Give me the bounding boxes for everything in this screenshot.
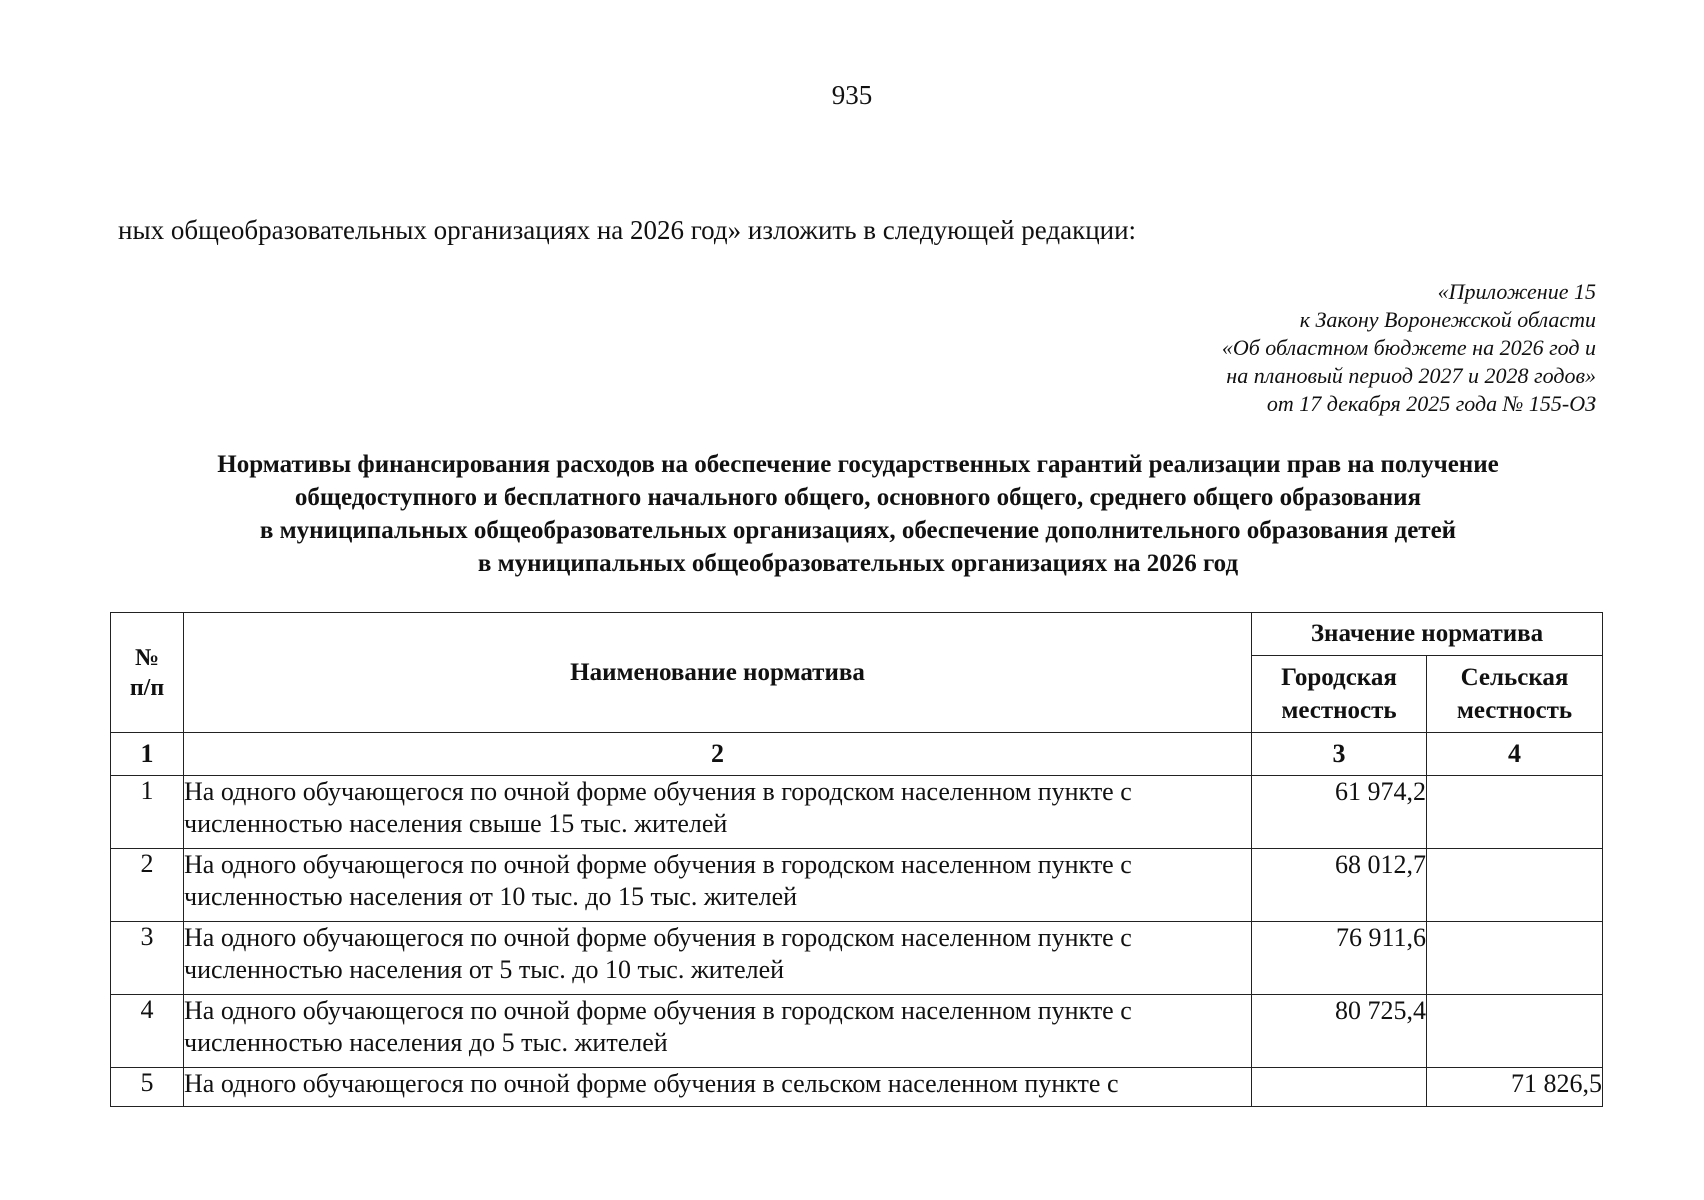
row-name-line: На одного обучающегося по очной форме обучения в городском населенном пункте с: [184, 850, 1132, 879]
row-number: 3: [111, 922, 184, 995]
row-name: [184, 995, 1252, 1068]
column-index: 2: [184, 733, 1252, 776]
appendix-line: на плановый период 2027 и 2028 годов»: [1226, 363, 1596, 388]
row-rural-value: [1427, 849, 1603, 922]
row-name-line: На одного обучающегося по очной форме обучения в городском населенном пункте с: [184, 996, 1132, 1025]
column-index-row: [111, 733, 1603, 776]
row-number: 1: [111, 776, 184, 849]
header-row: [111, 613, 1603, 656]
column-index: 3: [1252, 733, 1427, 776]
appendix-line: к Закону Воронежской области: [1299, 307, 1596, 332]
norms-table: [110, 612, 1603, 1107]
row-rural-value: 71 826,5: [1427, 1068, 1603, 1107]
row-number: 5: [111, 1068, 184, 1107]
row-rural-value: [1427, 922, 1603, 995]
table-row: [111, 776, 1603, 849]
row-rural-value: [1427, 776, 1603, 849]
header-city: [1252, 656, 1427, 733]
title-line: в муниципальных общеобразовательных организациях на 2026 год: [477, 550, 1239, 577]
row-rural-value: [1427, 995, 1603, 1068]
column-index: 1: [111, 733, 184, 776]
row-city-value: [1252, 1068, 1427, 1107]
header-city-line: Городская: [1281, 664, 1397, 691]
table-row: [111, 922, 1603, 995]
row-name-line: На одного обучающегося по очной форме обучения в сельском населенном пункте с: [184, 1069, 1119, 1098]
header-value-group: Значение норматива: [1252, 613, 1603, 656]
title-line: общедоступного и бесплатного начального общего, основного общего, среднего общего образования: [294, 484, 1422, 511]
intro-text: ных общеобразовательных организациях на 2026 год» изложить в следующей редакции:: [118, 215, 1137, 245]
row-name-line: На одного обучающегося по очной форме обучения в городском населенном пункте с: [184, 777, 1132, 806]
row-name-line: численностью населения от 10 тыс. до 15 тыс. жителей: [184, 882, 798, 911]
header-num: [111, 613, 184, 733]
appendix-reference: [1222, 278, 1596, 418]
title-line: Нормативы финансирования расходов на обеспечение государственных гарантий реализации прав на получение: [217, 451, 1499, 478]
appendix-line: «Приложение 15: [1437, 279, 1596, 304]
row-number: 2: [111, 849, 184, 922]
row-name: [184, 922, 1252, 995]
header-rural-line: местность: [1456, 697, 1573, 724]
column-index: 4: [1427, 733, 1603, 776]
table-row: [111, 849, 1603, 922]
appendix-line: «Об областном бюджете на 2026 год и: [1221, 335, 1596, 360]
header-num-line: п/п: [129, 674, 165, 701]
row-city-value: 80 725,4: [1252, 995, 1427, 1068]
row-city-value: 68 012,7: [1252, 849, 1427, 922]
header-rural: [1427, 656, 1603, 733]
row-name-line: численностью населения от 5 тыс. до 10 тыс. жителей: [184, 955, 785, 984]
row-name-line: численностью населения до 5 тыс. жителей: [184, 1028, 668, 1057]
row-name: [184, 776, 1252, 849]
header-city-line: местность: [1281, 697, 1397, 724]
row-name-line: численностью населения свыше 15 тыс. жителей: [184, 809, 728, 838]
row-name: [184, 1068, 1252, 1107]
appendix-line: от 17 декабря 2025 года № 155-ОЗ: [1266, 391, 1596, 416]
row-number: 4: [111, 995, 184, 1068]
header-num-line: №: [134, 644, 160, 671]
title-line: в муниципальных общеобразовательных организациях, обеспечение дополнительного образования детей: [259, 517, 1457, 544]
row-name: [184, 849, 1252, 922]
table-row: [111, 1068, 1603, 1107]
table-row: [111, 995, 1603, 1068]
row-name-line: На одного обучающегося по очной форме обучения в городском населенном пункте с: [184, 923, 1132, 952]
row-city-value: 76 911,6: [1252, 922, 1427, 995]
row-city-value: 61 974,2: [1252, 776, 1427, 849]
header-name: Наименование норматива: [184, 613, 1252, 733]
header-rural-line: Сельская: [1460, 664, 1569, 691]
document-title: [118, 448, 1598, 580]
page-number: 935: [831, 80, 873, 110]
